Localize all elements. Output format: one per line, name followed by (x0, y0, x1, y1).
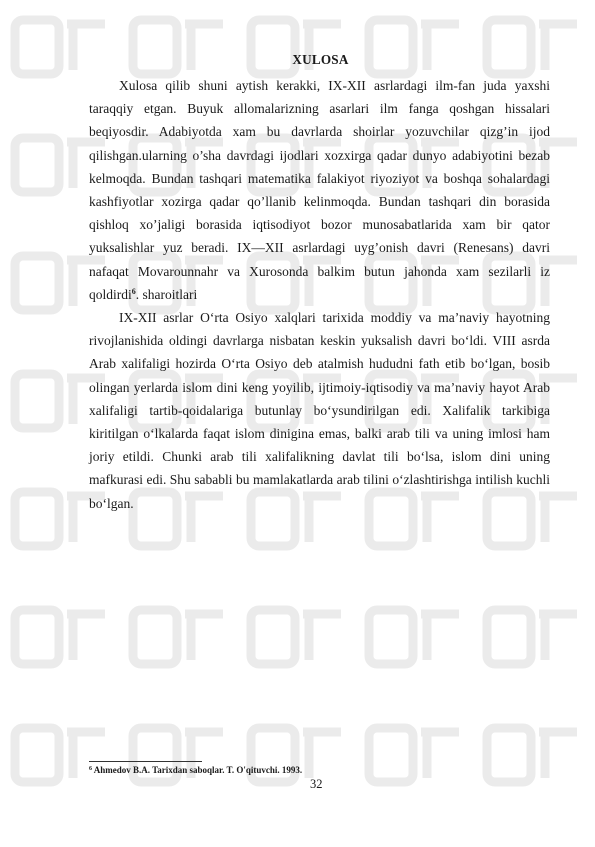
footnote-number: 6 (89, 766, 92, 772)
watermark-mark (133, 610, 223, 664)
document-page (89, 52, 550, 515)
watermark-mark (369, 610, 459, 664)
footnote-divider (89, 761, 202, 762)
footnote-reference[interactable]: 6 (131, 286, 136, 296)
watermark-mark (15, 610, 105, 664)
paragraph-conclusion (89, 74, 550, 306)
document-title: XULOSA (292, 52, 349, 67)
paragraph-conclusion-tail: . sharoitlari (135, 286, 198, 302)
paragraph-history: IX-XII asrlar O‘rta Osiyo xalqlari tarixida moddiy va ma’naviy hayotning rivojlanishida oldingi davrlarga nisbatan keskin yuksalish davri bo‘ldi. VIII asrda Arab xalifaligi hozirda O‘rta Osiyo deb atalmish hududni fath etib bo‘lgan, bosib olingan yerlarda islom dini keng yoyilib, ijtimoiy-iqtisodiy va ma’naviy hayot Arab xalifaligi tartib-qoidalariga butunlay bo‘ysundirilgan edi. Xalifalik tarkibiga kiritilgan o‘lkalarda faqat islom dinigina emas, balki arab tili va uning imlosi ham joriy etildi. Chunki arab tili xalifalikning davlat tili bo‘lsa, islom dini uning mafkurasi edi. Shu sababli bu mamlakatlarda arab tilini o‘zlashtirishga intilish kuchli bo‘lgan. (89, 310, 550, 511)
watermark-mark (487, 610, 577, 664)
paragraph-conclusion-text: Xulosa qilib shuni aytish kerakki, IX-XII asrlardagi ilm-fan juda yaxshi taraqqiy etgan. Buyuk allomalarizning asarlari ilm fanga qoshgan hissalari beqiyosdir. Adabiyotda xam bu davrlarda shoirlar yozuvchilar qizg’in ijod qilishgan.ularning o’sha davrdagi ijodlari xozxirga qadar dunyo adabiyotini bezab kelmoqda. Bundan tashqari matematika falakiyot riyoziyot va boshqa sohalardagi kashfiyotlar xozirga qadar qo’llanib kelinmoqda. Bundan tashqari din borasida qishloq xo’jaligi borasida iqtisodiyot bozor munosabatlarida xam bir qator yuksalishlar yuz beradi. IX—XII asrlardagi uyg’onish davri (Renesans) davri nafaqat Movarounnahr va Xurosonda balkim butun jahonda xam sezilarli iz qoldirdi (89, 78, 550, 302)
footnote-text: Ahmedov B.A. Tarixdan saboqlar. T. O'qituvchi. 1993. (93, 765, 303, 775)
watermark-mark (369, 728, 459, 782)
footnote (89, 765, 302, 775)
watermark-mark (251, 610, 341, 664)
page-number: 32 (310, 777, 323, 791)
watermark-mark (487, 728, 577, 782)
